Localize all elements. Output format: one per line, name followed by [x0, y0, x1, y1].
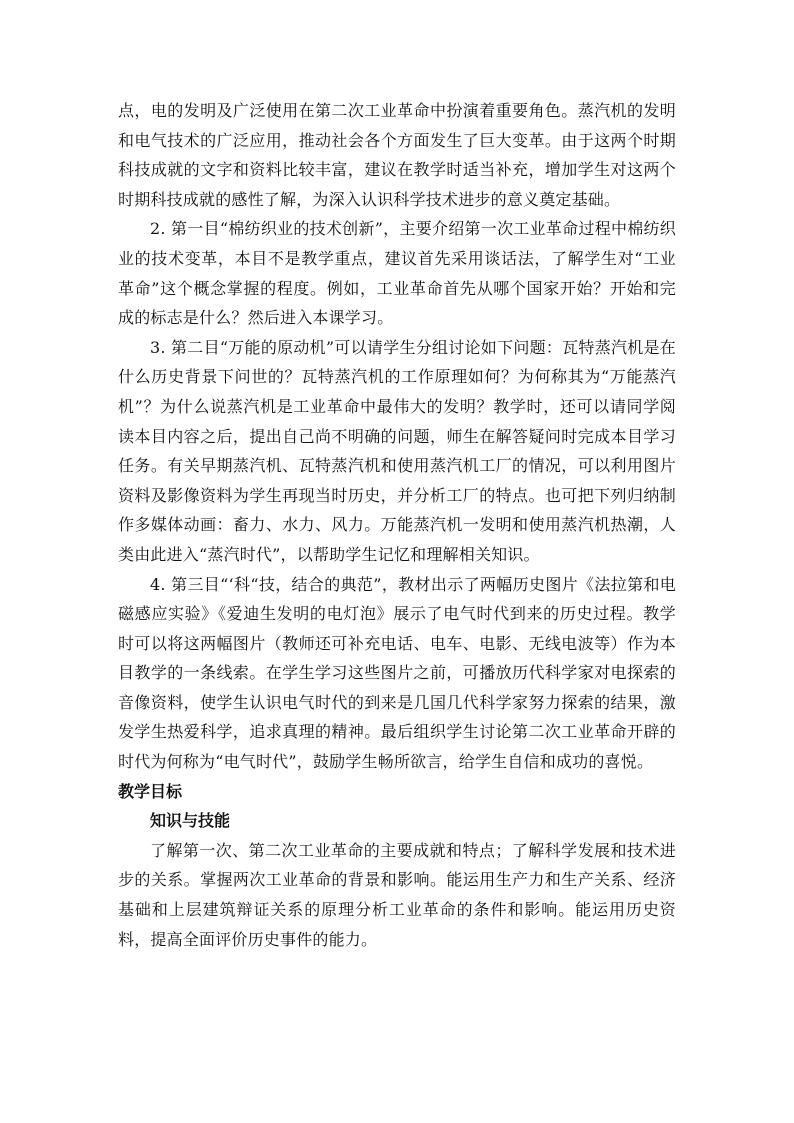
paragraph-goals: 了解第一次、第二次工业革命的主要成就和特点；了解科学发展和技术进步的关系。掌握两次工业革命的背景和影响。能运用生产力和生产关系、经济基础和上层建筑辩证关系的原理分析工业革命的条件和影响。能运用历史资料，提高全面评价历史事件的能力。 — [118, 840, 676, 949]
section-title: 教学目标 — [118, 781, 183, 801]
paragraph-intro: 点，电的发明及广泛使用在第二次工业革命中扮演着重要角色。蒸汽机的发明和电气技术的广泛应用，推动社会各个方面发生了巨大变革。由于这两个时期科技成就的文字和资料比较丰富，建议在教学时适当补充，增加学生对这两个时期科技成就的感性了解，为深入认识科学技术进步的意义奠定基础。 — [118, 101, 676, 209]
paragraph-item-3: 3. 第二目“万能的原动机”可以请学生分组讨论如下问题：瓦特蒸汽机是在什么历史背景下问世的？瓦特蒸汽机的工作原理如何？为何称其为“万能蒸汽机”？为什么说蒸汽机是工业革命中最伟大的发明？教学时，还可以请同学阅读本目内容之后，提出自己尚不明确的问题，师生在解答疑问时完成本目学习任务。有关早期蒸汽机、瓦特蒸汽机和使用蒸汽机工厂的情况，可以利用图片资料及影像资料为学生再现当时历史，并分析工厂的特点。也可把下列归纳制作多媒体动画：畜力、水力、风力。万能蒸汽机一发明和使用蒸汽机热潮，人类由此进入“蒸汽时代”，以帮助学生记忆和理解相关知识。 — [118, 337, 676, 564]
paragraph-item-2: 2. 第一目“棉纺织业的技术创新”，主要介绍第一次工业革命过程中棉纺织业的技术变革，本目不是教学重点，建议首先采用谈话法，了解学生对“工业革命”这个概念掌握的程度。例如，工业革命首先从哪个国家开始？开始和完成的标志是什么？然后进入本课学习。 — [118, 219, 676, 328]
subsection-title: 知识与技能 — [150, 811, 231, 831]
paragraph-item-4: 4. 第三目“‘科“技，结合的典范”，教材出示了两幅历史图片《法拉第和电磁感应实验》《爱迪生发明的电灯泡》展示了电气时代到来的历史过程。教学时可以将这两幅图片（教师还可补充电话、电车、电影、无线电波等）作为本目教学的一条线索。在学生学习这些图片之前，可播放历代科学家对电探索的音像资料，使学生认识电气时代的到来是几国几代科学家努力探索的结果，激发学生热爱科学，追求真理的精神。最后组织学生讨论第二次工业革命开辟的时代为何称为“电气时代”，鼓励学生畅所欲言，给学生自信和成功的喜悦。 — [118, 574, 676, 772]
